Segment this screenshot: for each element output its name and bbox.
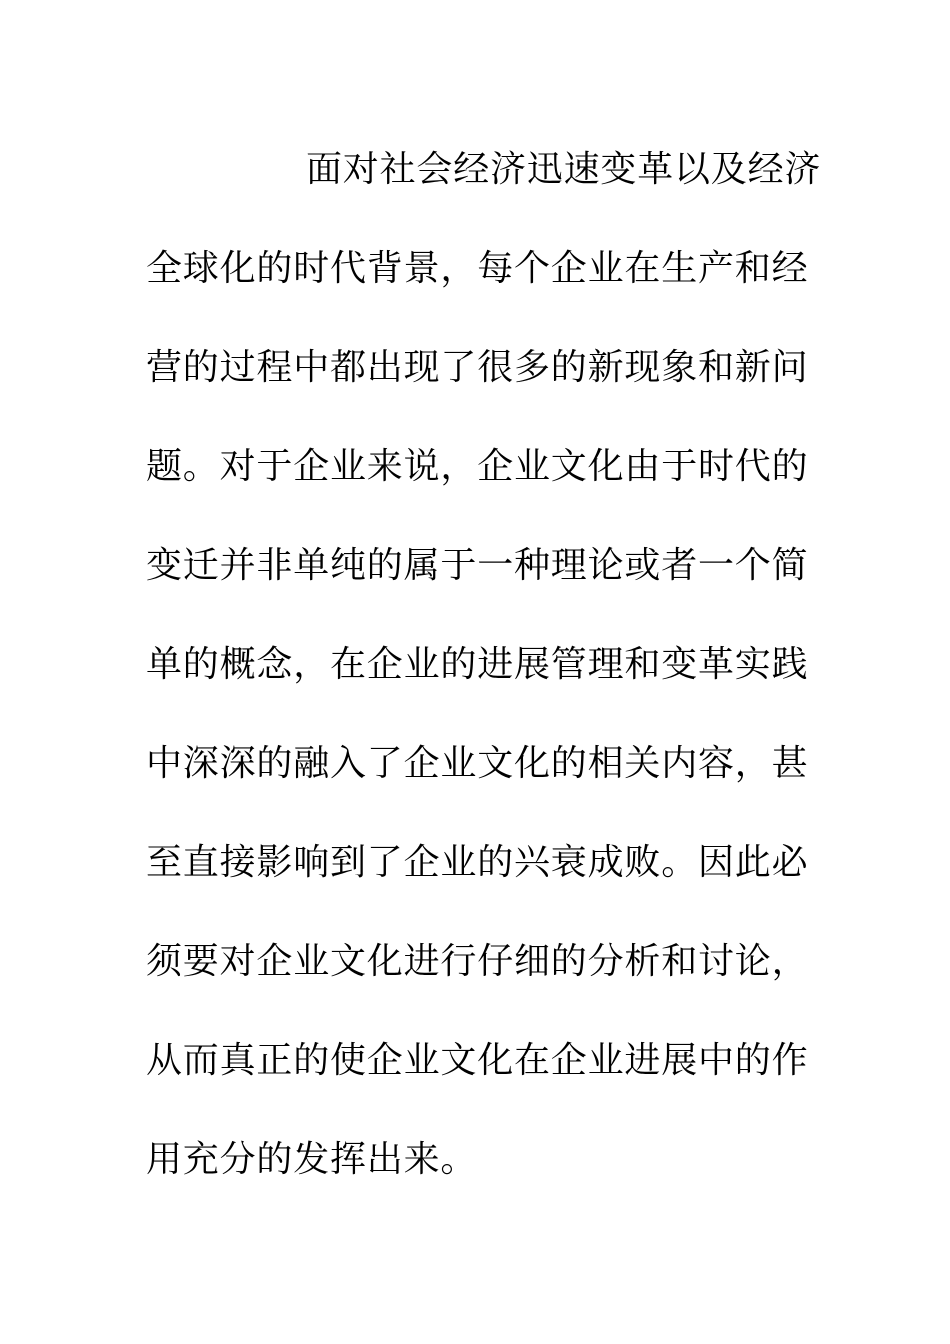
- paragraph-line: 题。对于企业来说，企业文化由于时代的: [146, 446, 809, 487]
- paragraph-line: 从而真正的使企业文化在企业进展中的作: [146, 1040, 809, 1081]
- paragraph-line: 单的概念，在企业的进展管理和变革实践: [146, 644, 809, 685]
- paragraph-line: 全球化的时代背景，每个企业在生产和经: [146, 248, 809, 289]
- paragraph-line: 中深深的融入了企业文化的相关内容，甚: [146, 743, 809, 784]
- paragraph-line: 须要对企业文化进行仔细的分析和讨论，: [146, 941, 809, 982]
- paragraph-line: 至直接影响到了企业的兴衰成败。因此必: [146, 842, 809, 883]
- body-paragraph: [146, 120, 822, 1209]
- paragraph-line: 面对社会经济迅速变革以及经济: [306, 149, 822, 190]
- paragraph-line: 营的过程中都出现了很多的新现象和新问: [146, 347, 809, 388]
- paragraph-line: 用充分的发挥出来。: [146, 1139, 478, 1180]
- paragraph-line: 变迁并非单纯的属于一种理论或者一个简: [146, 545, 809, 586]
